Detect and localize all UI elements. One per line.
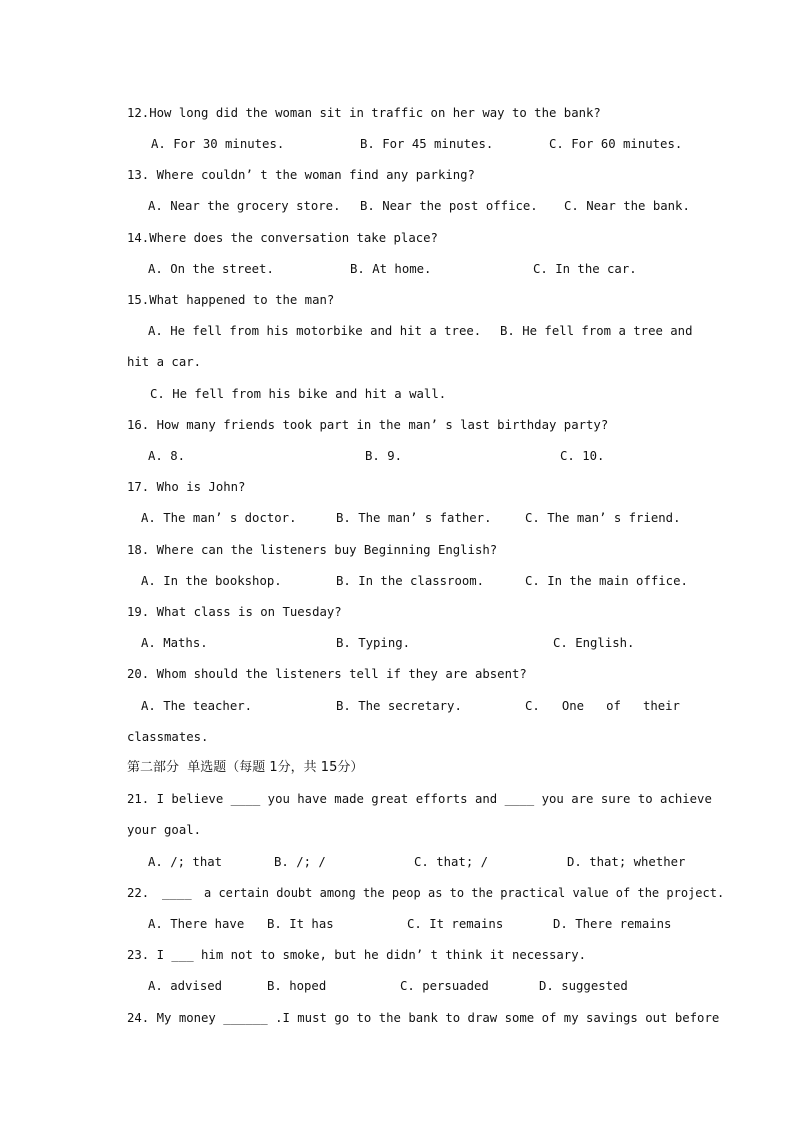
q18-option-b: B. In the classroom. — [336, 574, 485, 588]
q20-option-b: B. The secretary. — [336, 699, 462, 713]
q19-option-a: A. Maths. — [141, 636, 208, 650]
question-20-stem: 20. Whom should the listeners tell if they are absent? — [127, 667, 527, 681]
question-22-stem: a certain doubt among the peop as to the practical value of the project. — [204, 886, 725, 900]
q20-option-a: A. The teacher. — [141, 699, 253, 713]
question-16-stem: 16. How many friends took part in the man’ s last birthday party? — [127, 418, 609, 432]
q20-option-c-word: their — [642, 699, 680, 713]
q13-option-a: A. Near the grocery store. — [148, 199, 341, 213]
question-12-stem: 12.How long did the woman sit in traffic on her way to the bank? — [127, 106, 601, 120]
q12-option-a: A. For 30 minutes. — [151, 137, 285, 151]
q22-option-b: B. It has — [267, 917, 334, 931]
q23-option-d: D. suggested — [539, 979, 628, 993]
q17-option-b: B. The man’ s father. — [336, 511, 492, 525]
q19-option-c: C. English. — [553, 636, 635, 650]
q20-option-c-word: C. — [525, 699, 540, 713]
q17-option-a: A. The man’ s doctor. — [141, 511, 297, 525]
q21-option-b: B. /; / — [274, 855, 326, 869]
q21-option-d: D. that; whether — [567, 855, 686, 869]
q17-option-c: C. The man’ s friend. — [525, 511, 681, 525]
q16-option-a: A. 8. — [148, 449, 186, 463]
q20-option-c-continued: classmates. — [127, 730, 209, 744]
q21-option-c: C. that; / — [414, 855, 489, 869]
q23-option-b: B. hoped — [267, 979, 327, 993]
question-21-stem: 21. I believe ____ you have made great efforts and ____ you are sure to achieve — [127, 792, 712, 806]
q15-option-a: A. He fell from his motorbike and hit a tree. — [148, 324, 482, 338]
question-22-number: 22. — [127, 886, 150, 900]
q23-option-a: A. advised — [148, 979, 223, 993]
q15-option-c: C. He fell from his bike and hit a wall. — [150, 387, 447, 401]
q22-option-d: D. There remains — [553, 917, 672, 931]
q13-option-c: C. Near the bank. — [564, 199, 690, 213]
question-19-stem: 19. What class is on Tuesday? — [127, 605, 342, 619]
q12-option-b: B. For 45 minutes. — [360, 137, 494, 151]
q14-option-c: C. In the car. — [533, 262, 637, 276]
q19-option-b: B. Typing. — [336, 636, 411, 650]
q22-option-a: A. There have — [148, 917, 245, 931]
q20-option-c-word: of — [606, 699, 621, 713]
question-13-stem: 13. Where couldn’ t the woman find any parking? — [127, 168, 475, 182]
q22-option-c: C. It remains — [407, 917, 504, 931]
q21-option-a: A. /; that — [148, 855, 223, 869]
q12-option-c: C. For 60 minutes. — [549, 137, 683, 151]
q14-option-a: A. On the street. — [148, 262, 274, 276]
question-15-stem: 15.What happened to the man? — [127, 293, 335, 307]
question-23-stem: 23. I ___ him not to smoke, but he didn’ t think it necessary. — [127, 948, 587, 962]
q20-option-c — [525, 698, 680, 714]
q18-option-c: C. In the main office. — [525, 574, 688, 588]
q20-option-c-word: One — [561, 699, 585, 713]
question-21-stem-continued: your goal. — [127, 823, 202, 837]
question-22-blank: ____ — [162, 886, 192, 900]
q15-option-b-continued: hit a car. — [127, 355, 202, 369]
q18-option-a: A. In the bookshop. — [141, 574, 282, 588]
question-17-stem: 17. Who is John? — [127, 480, 246, 494]
q13-option-b: B. Near the post office. — [360, 199, 538, 213]
q16-option-b: B. 9. — [365, 449, 403, 463]
question-14-stem: 14.Where does the conversation take place? — [127, 231, 438, 245]
q14-option-b: B. At home. — [350, 262, 432, 276]
question-18-stem: 18. Where can the listeners buy Beginning English? — [127, 543, 498, 557]
q15-option-b: B. He fell from a tree and — [500, 324, 693, 338]
question-24-stem: 24. My money ______ .I must go to the bank to draw some of my savings out before — [127, 1011, 720, 1025]
q23-option-c: C. persuaded — [400, 979, 489, 993]
section-2-heading: 第二部分 单选题（每题 1分，共 15分） — [127, 760, 364, 775]
q16-option-c: C. 10. — [560, 449, 605, 463]
